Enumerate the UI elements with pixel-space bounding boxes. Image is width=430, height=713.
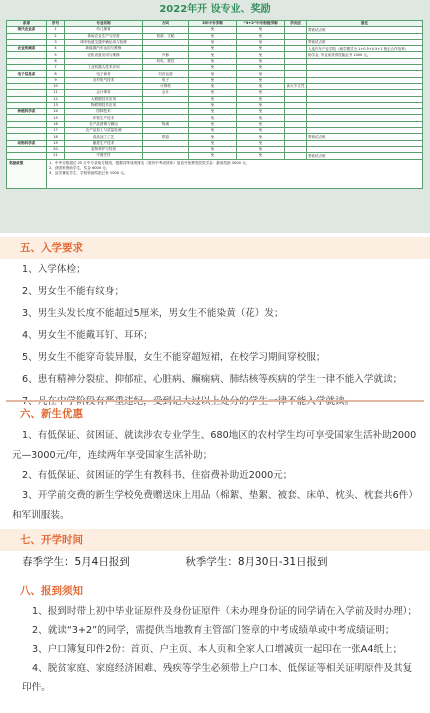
table-cell: 1 [47,27,65,33]
table-cell: 免 [189,115,237,121]
table-cell: 免 [237,121,285,127]
table-cell: 物联网技术应用 [65,102,143,108]
table-cell: 免 [189,46,237,52]
table-cell: 免 [237,102,285,108]
table-cell: 园林技术 [65,109,143,115]
table-row [7,159,423,188]
table-cell: 8 [47,71,65,77]
table-cell: 免 [189,39,237,45]
table-cell: 食品加工工艺 [65,134,143,140]
table-cell: 免 [237,115,285,121]
table-cell: 农产品加工与质量检测 [65,128,143,134]
list-item: 3、开学前交费的新生学校免费赠送床上用品（棉絮、垫絮、被套、床单、枕头、枕套共6件）和军训服装。 [12,490,418,521]
table-cell: 12 [47,96,65,102]
table-cell: 农机设备应用与维修 [65,52,143,58]
table-cell: 旅游、文秘 [143,33,189,39]
table-cell: 工业机器人技术应用 [65,65,143,71]
opening-times [0,551,430,573]
table-cell: 免 [189,33,237,39]
header-cell: 学历层 [285,21,307,27]
table-cell: 14 [47,109,65,115]
table-cell: 动物科学系 [7,140,47,146]
table-cell: 免 [189,109,237,115]
table-cell: 免 [189,77,237,83]
table-cell: 城市轨道交通车辆运用与检修 [65,39,143,45]
table-cell: 电子商务 [65,71,143,77]
table-cell: 免 [189,102,237,108]
spring-opening: 春季学生：5月4日报到 [22,556,130,568]
table-cell: 免 [189,58,237,64]
list-item: 1、报到时带上初中毕业证原件及身份证原件（未办理身份证的同学请在入学前及时办理）； [32,606,418,617]
section-title: 七、开学时间 [0,529,430,551]
header-cell: “3+2”中专衔接学制 [237,21,285,27]
table-cell: 免 [237,77,285,83]
table-cell: 5 [47,52,65,58]
policy-notes-cell: 1、中考分数超过 25 万中专录取分数线，根据同等成绩排名（需有中考成绩单）加直升免费发放奖学金：最高奖励 3000 元； 2、获国家资助学生，奖金 6000 元； 3、品学兼优学生，学校资助奖励已补 1000 元。 [47,159,423,188]
table-cell: 免 [237,83,285,89]
table-cell: 7 [47,65,65,71]
table-cell: 烘焙 [143,134,189,140]
list-item: 4、脱贫家庭、家庭经济困难、残疾等学生必须带上户口本、低保证等相关证明原件及其复印件。 [22,663,413,693]
table-cell: 宠物养护与经营 [65,146,143,152]
table-cell: 6 [47,58,65,64]
table-cell: 免 [237,58,285,64]
section-new-student-benefits [0,400,430,526]
table-cell: 免 [237,128,285,134]
table-cell: 11 [47,90,65,96]
table-cell: 免 [189,27,237,33]
table-cell: 奖励政策 [7,159,47,188]
major-table-panel [0,0,430,233]
table-cell: 15 [47,115,65,121]
table-cell: 免 [237,140,285,146]
section-title: 八、报到须知 [20,585,83,597]
table-cell: 9 [47,77,65,83]
table-cell: 2 [47,33,65,39]
table-cell: 现代农业系 [7,27,47,33]
header-cell: 专业名称 [65,21,143,27]
table-cell: 计算机 [143,83,189,89]
table-cell: 21 [47,153,65,159]
table-cell: 寄宿试点班 [307,153,423,159]
table-cell: 作物生产技术 [65,115,143,121]
table-cell: 17 [47,128,65,134]
table-cell: 18 [47,134,65,140]
table-cell: 免 [189,153,237,159]
table-cell: 免 [237,109,285,115]
section-opening-time [0,529,430,573]
table-cell: 免 [189,65,237,71]
header-cell: 备注 [307,21,423,27]
table-cell: 寄宿试点班 [307,134,423,140]
table-cell: 免 [189,52,237,58]
table-cell: 农村电气技术 [65,77,143,83]
table-cell: 3 [47,39,65,45]
list-item: 2、男女生不能有纹身； [22,286,125,297]
table-cell: 免 [189,96,237,102]
table-cell: 免 [189,146,237,152]
table-cell: 读大专文凭 [285,83,307,89]
table-cell: 19 [47,140,65,146]
table-title: 2022年开 设专业、奖励 [159,4,271,15]
table-cell: 电子信息系 [7,71,47,77]
table-cell: 免 [189,71,237,77]
table-cell: 新能源汽车运用与维修 [65,46,143,52]
table-cell: 助学金, 毕业前获得技能证书 1000 元。 [307,52,423,58]
list-item: 2、就读“3+2”的同学，需提供当地教育主管部门签章的中考成绩单或中考成绩证明； [32,625,395,636]
list-item: 6、患有精神分裂症、抑郁症、心脏病、癫痫病、肺结核等疾病的学生一律不能入学就读； [22,374,403,385]
table-cell: 免 [237,146,285,152]
table-cell: 免 [237,90,285,96]
section-title: 五、入学要求 [0,237,430,259]
header-cell: 序号 [47,21,65,27]
table-cell: 4 [47,46,65,52]
table-cell: 13 [47,102,65,108]
table-cell: 机电、数控 [143,58,189,64]
table-cell: 免 [237,33,285,39]
table-cell: 抖音运营 [143,71,189,77]
table-cell: 免 [237,52,285,58]
list-item: 1、有低保证、贫困证、就读涉农专业学生、680地区的农村学生均可享受国家生活补助2000元—3000元/年，连续两年享受国家生活补助； [12,430,417,461]
table-cell: 免 [189,90,237,96]
table-cell: 畜禽生产技术 [65,140,143,146]
header-cell: 方向 [143,21,189,27]
header-cell: 3年中专学制 [189,21,237,27]
table-cell: 免 [237,96,285,102]
table-cell: 免 [237,65,285,71]
list-item: 2、有低保证、贫困证的学生有教科书、住宿费补助近2000元； [22,470,293,481]
table-cell: 寄宿试点班 [307,27,423,33]
table-cell: 会计事务 [65,90,143,96]
list-item: 3、户口簿复印件2份：首页、户主页、本人页和全家人口增减页一起印在一张A4纸上； [32,644,403,655]
table-cell: 免 [237,153,285,159]
table-cell: 大数据技术应用 [65,96,143,102]
autumn-opening: 秋季学生：8月30日-31日报到 [185,556,328,568]
table-cell: 20 [47,146,65,152]
list-item: 1、入学体检； [22,264,86,275]
table-cell: 中餐烹饪 [65,153,143,159]
table-cell: 种植科学系 [7,109,47,115]
list-item: 4、男女生不能戴耳钉、耳环； [22,330,153,341]
section-report-notice [0,580,430,697]
table-cell: 电子 [143,77,189,83]
table-cell: 寄宿试点班 [307,39,423,45]
table-cell: 汽修 [143,52,189,58]
section-title: 六、新生优惠 [20,408,83,420]
table-cell: 入选汽车产业学院（就学模式为 1+0.5+0.5+1 校企合作培养） [307,46,423,52]
table-cell: 物流 [143,121,189,127]
header-cell: 系部 [7,21,47,27]
table-cell: 农产品营销与储运 [65,121,143,127]
table-cell: 16 [47,121,65,127]
table-cell: 休闲农业生产与经营 [65,33,143,39]
table-cell: 免 [237,71,285,77]
table-cell: 会计 [143,90,189,96]
table-cell: 幼儿保育 [65,27,143,33]
table-cell: 免 [237,27,285,33]
major-table [6,20,423,189]
section-enroll-requirements [0,237,430,413]
table-cell: 免 [189,140,237,146]
table-cell: 免 [237,46,285,52]
table-cell: 免 [237,39,285,45]
table-cell: 免 [189,83,237,89]
table-cell: 免 [237,134,285,140]
table-cell: 免 [189,128,237,134]
list-item: 5、男女生不能穿奇装异服，女生不能穿超短裙，在校学习期间穿校服； [22,352,326,363]
list-item: 3、男生头发长度不能超过5厘米，男女生不能染黄（花）发； [22,308,284,319]
table-body [7,27,423,188]
table-cell: 免 [189,134,237,140]
table-cell: 免 [189,121,237,127]
table-cell: 农业机械系 [7,46,47,52]
table-cell: 10 [47,83,65,89]
